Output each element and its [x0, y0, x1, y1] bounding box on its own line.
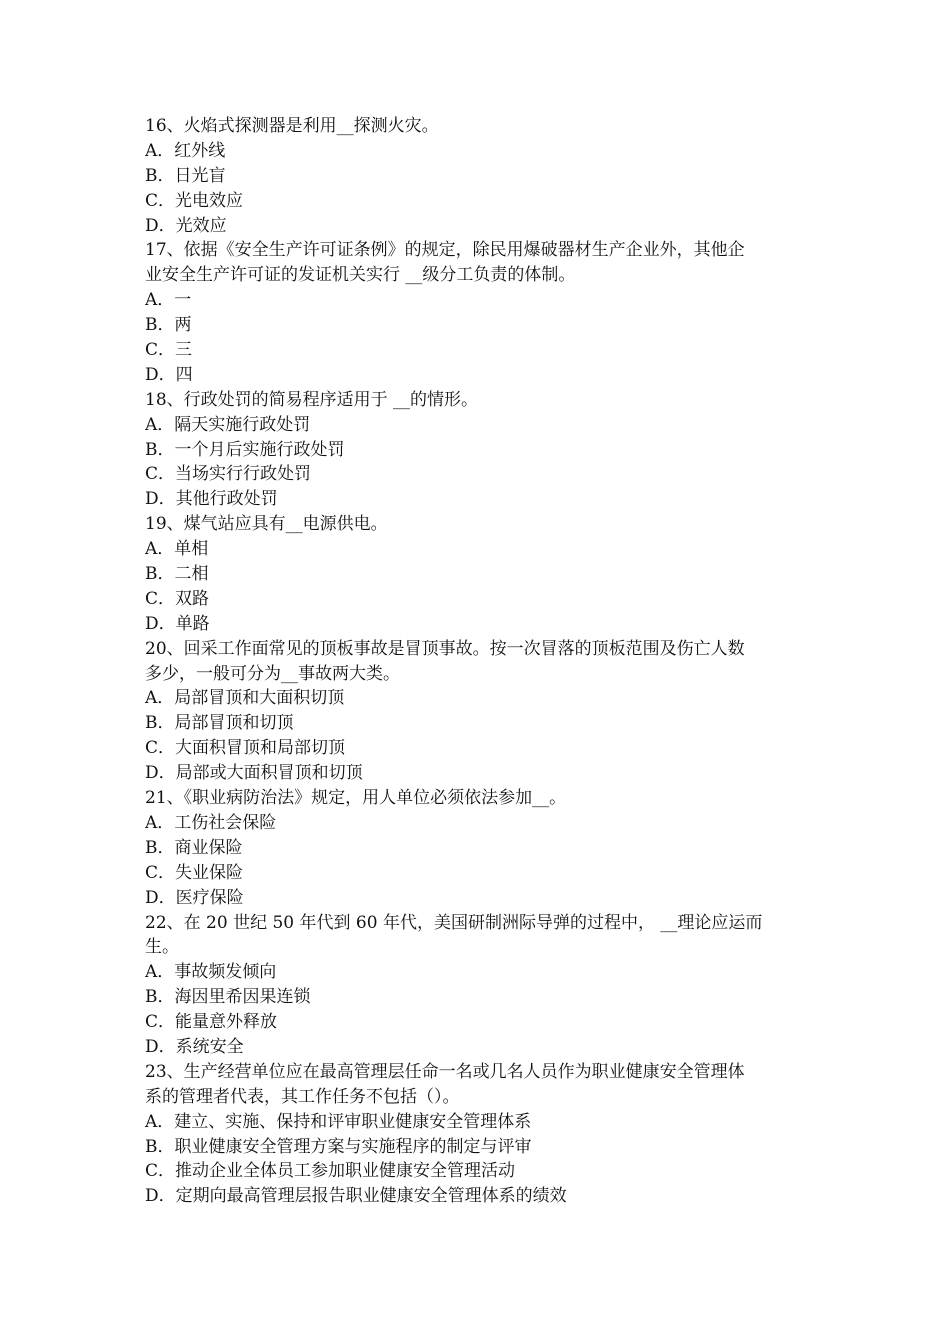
answer-option: D．单路 [145, 613, 210, 634]
question-stem-line: 系的管理者代表，其工作任务不包括（）。 [145, 1086, 460, 1107]
question-stem-line: 18、行政处罚的简易程序适用于 __的情形。 [145, 389, 479, 410]
answer-option: D．光效应 [145, 215, 227, 236]
answer-option: B．海因里希因果连锁 [145, 987, 311, 1008]
answer-option: A．单相 [145, 539, 209, 560]
question-stem-line: 多少，一般可分为__事故两大类。 [145, 663, 400, 684]
answer-option: C．大面积冒顶和局部切顶 [145, 738, 346, 759]
question-stem-line: 生。 [145, 937, 179, 958]
answer-option: B．商业保险 [145, 837, 243, 858]
answer-option: D．医疗保险 [145, 887, 244, 908]
answer-option: C．能量意外释放 [145, 1012, 278, 1033]
question-stem-line: 16、火焰式探测器是利用__探测火灾。 [145, 116, 439, 136]
answer-option: B．局部冒顶和切顶 [145, 713, 294, 734]
answer-option: A．事故频发倾向 [145, 962, 277, 983]
question-stem-line: 23、生产经营单位应在最高管理层任命一名或几名人员作为职业健康安全管理体 [145, 1061, 745, 1082]
answer-option: A．隔天实施行政处罚 [145, 414, 311, 435]
document-page [145, 114, 815, 1209]
answer-option: A．红外线 [145, 140, 226, 161]
question-block [145, 238, 815, 387]
answer-option: A．建立、实施、保持和评审职业健康安全管理体系 [145, 1111, 532, 1132]
question-stem-line: 21、《职业病防治法》规定，用人单位必须依法参加__。 [145, 788, 567, 809]
answer-option: C．推动企业全体员工参加职业健康安全管理活动 [145, 1161, 516, 1182]
answer-option: C．当场实行行政处罚 [145, 464, 312, 485]
answer-option: C．三 [145, 340, 193, 361]
answer-option: B．两 [145, 315, 192, 336]
question-block [145, 1060, 815, 1209]
answer-option: D．四 [145, 364, 193, 385]
answer-option: C．光电效应 [145, 190, 244, 211]
answer-option: C．失业保险 [145, 862, 244, 883]
answer-option: A．工伤社会保险 [145, 812, 277, 833]
answer-option: B．一个月后实施行政处罚 [145, 439, 345, 460]
answer-option: B．职业健康安全管理方案与实施程序的制定与评审 [145, 1136, 532, 1157]
question-stem-line: 业安全生产许可证的发证机关实行 __级分工负责的体制。 [145, 265, 576, 286]
question-stem-line: 17、依据《安全生产许可证条例》的规定，除民用爆破器材生产企业外，其他企 [145, 240, 745, 261]
question-block [145, 637, 815, 786]
answer-option: B．二相 [145, 564, 209, 585]
answer-option: D．其他行政处罚 [145, 489, 278, 510]
question-stem-line: 20、回采工作面常见的顶板事故是冒顶事故。按一次冒落的顶板范围及伤亡人数 [145, 638, 745, 659]
answer-option: B．日光盲 [145, 165, 226, 186]
question-block [145, 114, 815, 238]
question-stem-line: 22、在 20 世纪 50 年代到 60 年代，美国研制洲际导弹的过程中， __理论应运而 [145, 912, 763, 933]
question-stem-line: 19、煤气站应具有__电源供电。 [145, 514, 388, 535]
question-block [145, 786, 815, 910]
answer-option: D．系统安全 [145, 1036, 244, 1057]
answer-option: D．定期向最高管理层报告职业健康安全管理体系的绩效 [145, 1186, 567, 1207]
question-block [145, 388, 815, 512]
question-block [145, 911, 815, 1060]
answer-option: C．双路 [145, 588, 210, 609]
answer-option: A．一 [145, 290, 192, 311]
answer-option: D．局部或大面积冒顶和切顶 [145, 763, 363, 784]
question-block [145, 512, 815, 636]
answer-option: A．局部冒顶和大面积切顶 [145, 688, 345, 709]
